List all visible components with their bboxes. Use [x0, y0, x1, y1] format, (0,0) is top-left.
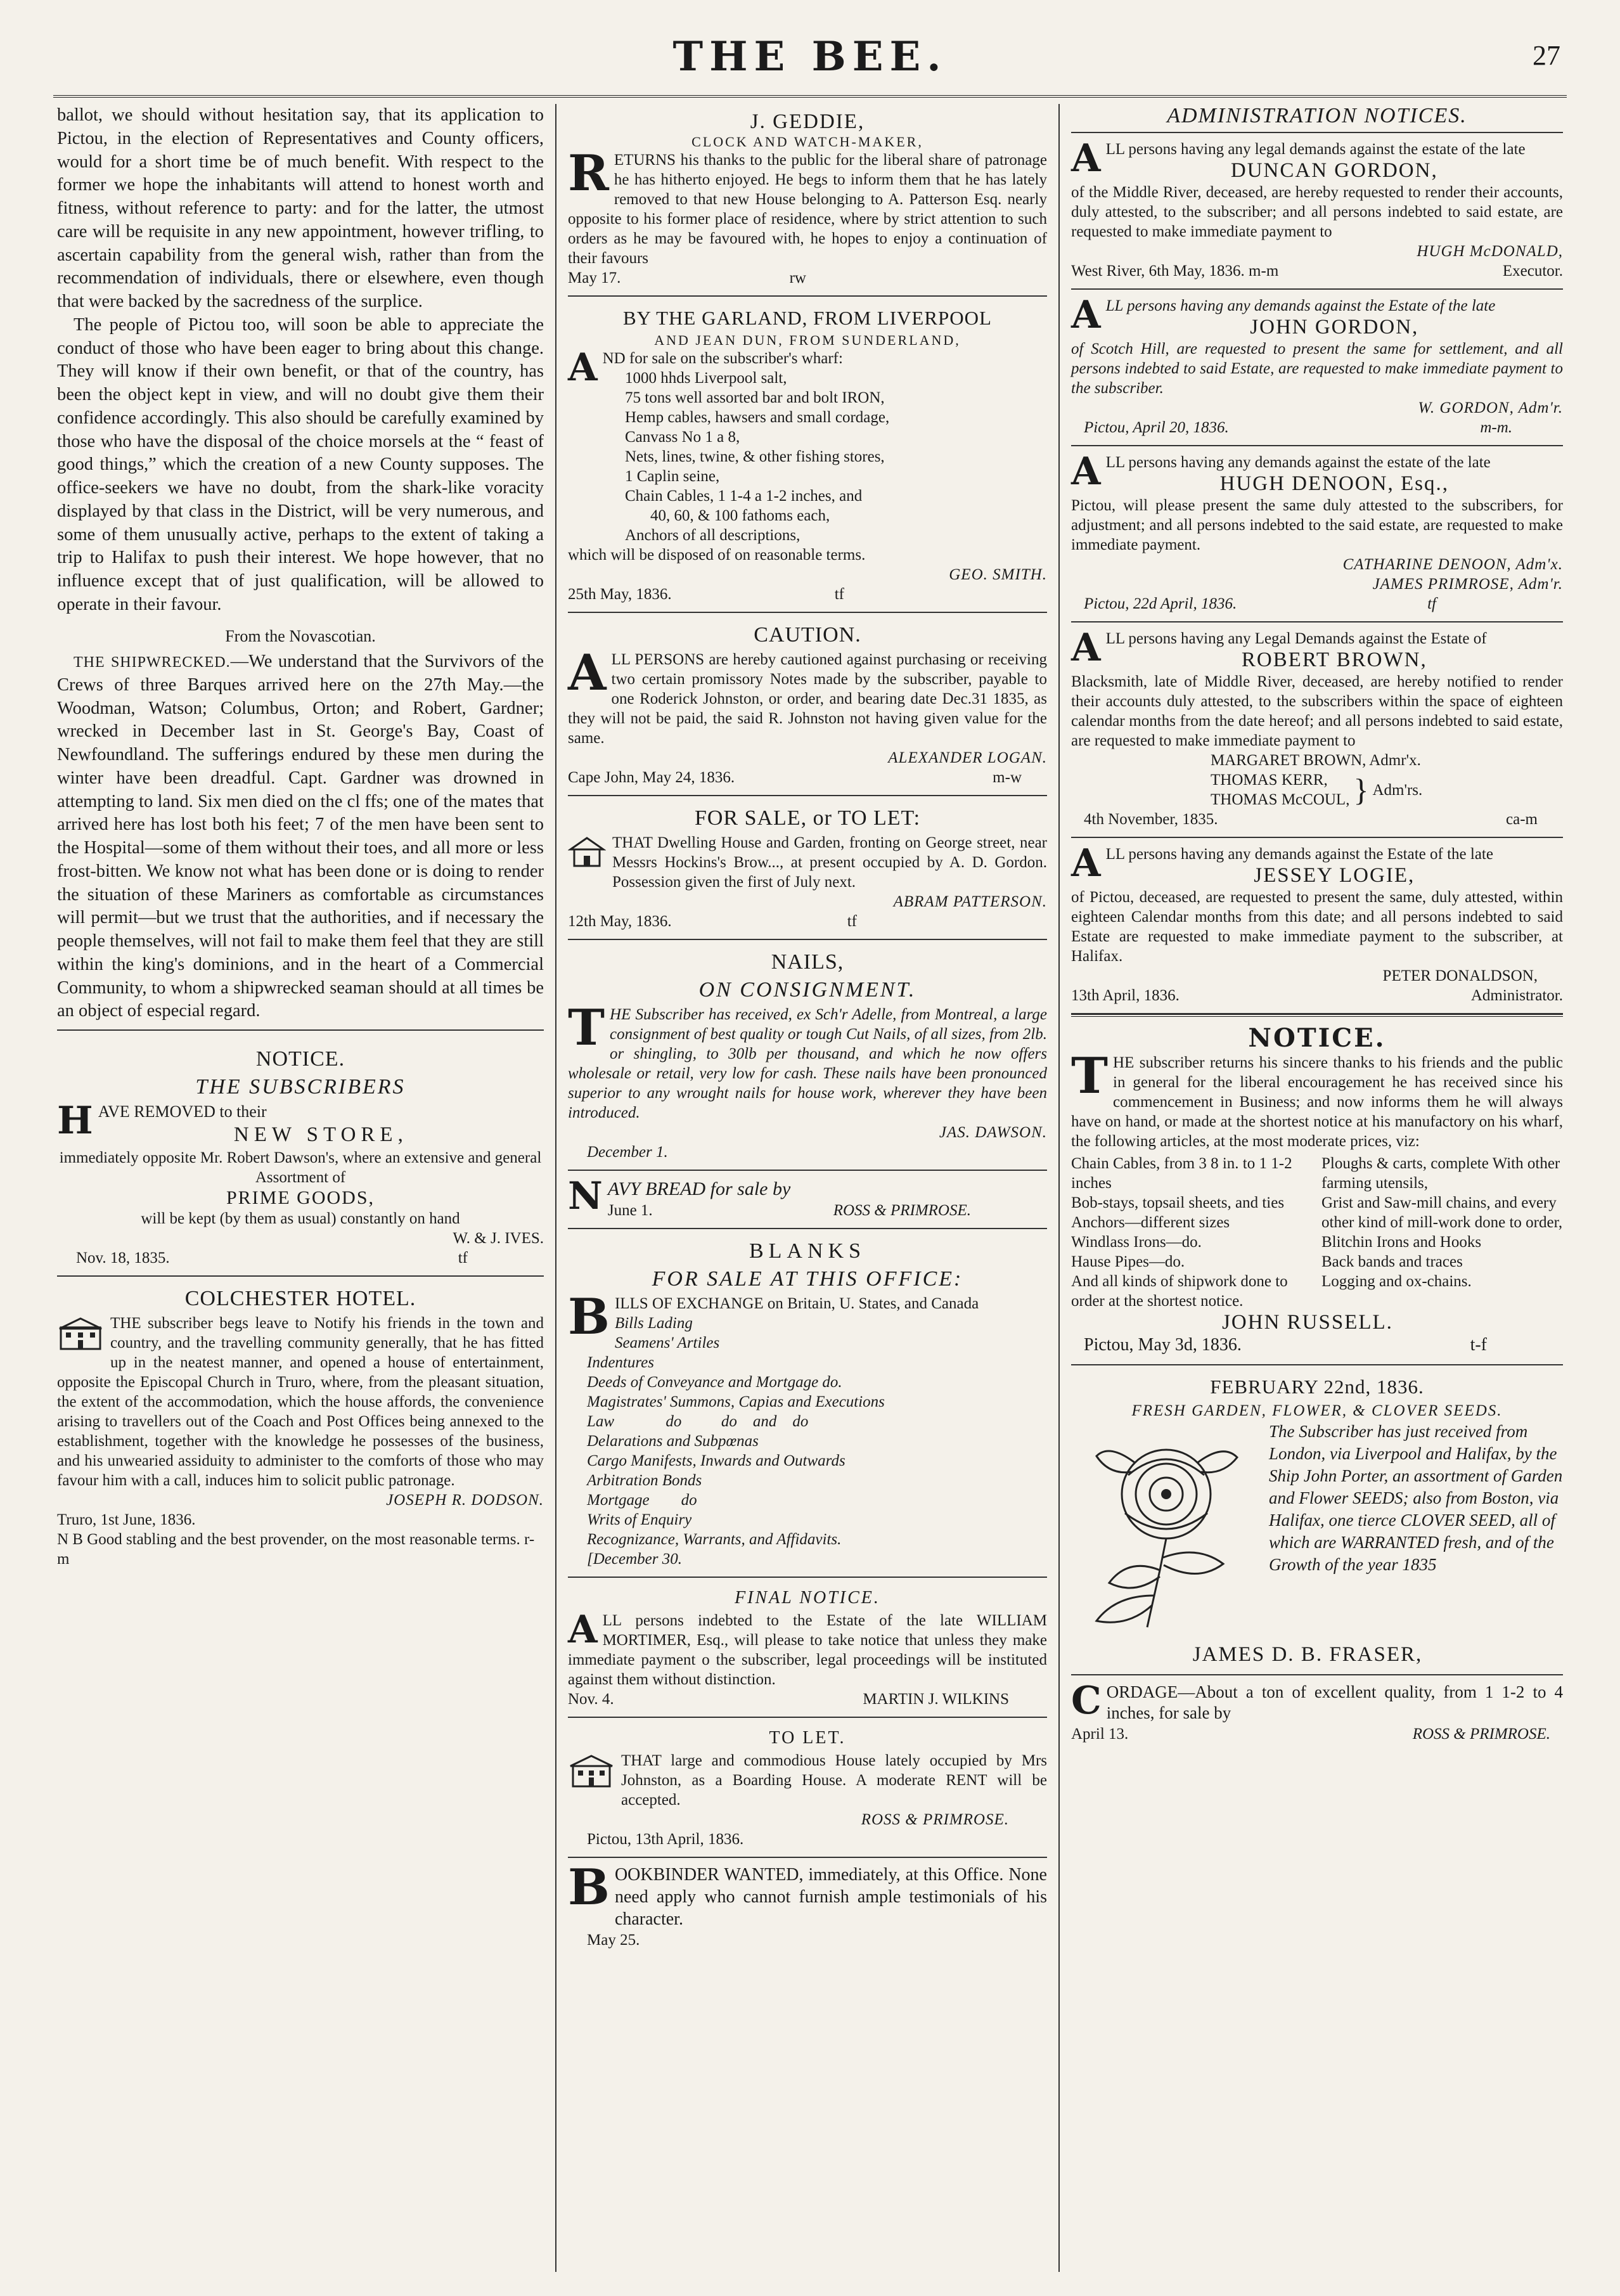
- brown-dropcap: A: [1071, 626, 1101, 670]
- denoon-name: HUGH DENOON, Esq.,: [1219, 472, 1449, 495]
- garland-items: [568, 368, 1047, 545]
- garland-item: Nets, lines, twine, & other fishing stores,: [625, 448, 885, 465]
- cordage-ad: [1071, 1675, 1563, 1751]
- nails-ad: [568, 940, 1047, 1171]
- hotel-heading: COLCHESTER HOTEL.: [184, 1287, 416, 1311]
- shipwrecked-lead: THE SHIPWRECKED.: [74, 654, 231, 671]
- russell-body: [1071, 1047, 1563, 1151]
- logie-text: of Pictou, deceased, are requested to present the same, duly attested, within eighteen Calendar months from this date; and all persons indebted to said Estate are requested to make immediate payment to the subscriber, at Halifax.: [1071, 889, 1563, 965]
- brown-dateline: [1071, 809, 1563, 829]
- bookbinder-text: OOKBINDER WANTED, immediately, at this Office. None need apply who cannot furnish ample testimonials of his character.: [614, 1865, 1047, 1929]
- blanks-item: Cargo Manifests, Inwards and Outwards: [587, 1452, 845, 1470]
- ives-signer: W. & J. IVES.: [453, 1230, 544, 1248]
- tolet-body: [568, 1751, 1047, 1810]
- geddie-trade: CLOCK AND WATCH-MAKER,: [691, 134, 923, 150]
- denoon-text: Pictou, will please present the same duly attested to the subscribers, for adjustment; and all persons indebted to the said estate, are requested to make immediate payment.: [1071, 497, 1563, 553]
- caution-dropcap: A: [568, 644, 607, 702]
- fraser-heading: FEBRUARY 22nd, 1836.: [1210, 1375, 1424, 1398]
- russell-articles-left: [1071, 1154, 1313, 1311]
- hotel-building-icon: [57, 1316, 104, 1357]
- navy-dropcap: N: [568, 1174, 603, 1218]
- editorial-paragraph-2: The people of Pictou too, will soon be able to appreciate the conduct of those who have been eager to bring about this change. They will know if their own benefit, or that of the country, has been the object kept in view, and will no doubt give them their confidence accordingly. This also should be carefully examined by those who have the disposal of the choice morsels at the “ feast of good things,” which the creation of a new County supposes. The office-seekers we have no doubt, from the shark-like voracity displayed by that class in the District, will be very numerous, and some of them unusually active, perhaps to the extent of taking a trip to Halifax to push their interest. We hope however, that no influence except that of just qualification, will be allowed to operate in their favour.: [57, 314, 544, 614]
- blanks-item: Arbitration Bonds: [587, 1472, 702, 1490]
- blanks-item: Law do do and do: [587, 1413, 809, 1431]
- ives-text: immediately opposite Mr. Robert Dawson's, where an extensive and general Assortment of: [59, 1149, 542, 1187]
- final-dropcap: A: [568, 1608, 598, 1653]
- denoon-dropcap: A: [1071, 449, 1101, 494]
- nails-sub: ON CONSIGNMENT.: [698, 978, 916, 1002]
- russell-article: Hause Pipes—do.: [1071, 1253, 1185, 1270]
- admin-notices-heading: ADMINISTRATION NOTICES.: [1071, 104, 1563, 133]
- final-dateline: [568, 1689, 1047, 1709]
- forsale-date: 12th May, 1836.: [568, 913, 672, 930]
- hotel-date: Truro, 1st June, 1836.: [57, 1511, 196, 1529]
- final-heading: FINAL NOTICE.: [735, 1588, 880, 1608]
- forsale-ad: [568, 796, 1047, 940]
- blanks-heading: BLANKS: [749, 1239, 866, 1263]
- fraser-sub: FRESH GARDEN, FLOWER, & CLOVER SEEDS.: [1131, 1402, 1503, 1419]
- brown-name: ROBERT BROWN,: [1241, 648, 1427, 671]
- editorial-paragraph-1: ballot, we should without hesitation say, that its application to Pictou, in the election of Representatives and County officers, would for a short time be of much benefit. With respect to the former we hope the inhabitants will attend to honest worth and fitness, without reference to party: and for the latter, the utmost care will be requisite in any new appointment, however trifling, to ascertain capability from the general wish, rather than from the recommendation of individuals, there or elsewhere, even though that were backed by the sacredness of the surplice.: [57, 105, 544, 311]
- geddie-ad: [568, 104, 1047, 297]
- garland-item: 40, 60, & 100 fathoms each,: [650, 507, 830, 524]
- brown-notice: [1071, 622, 1563, 838]
- russell-article: And all kinds of shipwork done to order at the shortest notice.: [1071, 1273, 1288, 1310]
- logie-role: Administrator.: [1470, 987, 1563, 1004]
- ives-kept: will be kept (by them as usual) constantly on hand: [141, 1210, 460, 1228]
- final-signer: MARTIN J. WILKINS: [863, 1691, 1009, 1708]
- ives-subscribers: THE SUBSCRIBERS: [195, 1075, 406, 1099]
- dgordon-name: DUNCAN GORDON,: [1230, 159, 1438, 182]
- page-number: 27: [1533, 40, 1560, 71]
- caution-text: LL PERSONS are hereby cautioned against purchasing or receiving two certain promissory Notes made by the subscriber, payable to one Roderick Johnston, or order, and bearing date Dec.31 1835, as they will not be paid, the said R. Johnston not having given value for the same.: [568, 651, 1047, 747]
- garland-item: 75 tons well assorted bar and bolt IRON,: [625, 389, 885, 406]
- denoon-code: tf: [1427, 595, 1436, 612]
- garland-dateline: [568, 584, 1047, 604]
- geddie-name: J. GEDDIE,: [750, 110, 865, 133]
- nails-heading: NAILS,: [771, 950, 844, 974]
- garland-code: tf: [834, 586, 844, 603]
- russell-articles: [1071, 1154, 1563, 1311]
- blanks-date: [December 30.: [587, 1551, 682, 1568]
- russell-signer: JOHN RUSSELL.: [1222, 1311, 1393, 1334]
- hotel-body: [57, 1313, 544, 1490]
- blanks-dropcap: B: [568, 1288, 610, 1346]
- geddie-text: ETURNS his thanks to the public for the liberal share of patronage he has hitherto enjoyed. He begs to inform them that he has lately removed to that new House belonging to A. Patterson Esq. nearly opposite to his former place of residence, where by strict attention to such orders as he may be favoured with, he hopes to enjoy a continuation of their favours: [568, 152, 1047, 267]
- blanks-item: Magistrates' Summons, Capias and Executions: [587, 1393, 885, 1411]
- garland-item: Hemp cables, hawsers and small cordage,: [625, 409, 890, 426]
- shipwrecked-text: —We understand that the Survivors of the Crews of three Barques arrived here on the 27th May.—the Woodman, Watson; Columbus, Orton; and Robert, Gardner; wrecked in December last in St. George's Bay, Coast of Newfoundland. The sufferings endured by these men during the winter have been dreadful. Capt. Gardner was drowned in attempting to land. Six men died on the cl ffs; one of the mates that arrived here has lost both his feet; 7 of the men have been sent to the Hospital—some of them without their toes, and all more or less frost-bitten. We know not what has been done or is doing to render the situation of these Mariners as comfortable as circumstances will permit—but we trust that the authorities, and if necessary the people themselves, will not fail to make them feel that they are still within the king's dominions, and in the heart of a Commercial Community, to whom a shipwrecked seaman should at all times be an object of especial regard.: [57, 652, 544, 1021]
- hotel-code: r-m: [57, 1531, 535, 1568]
- bookbinder-body: [568, 1859, 1047, 1930]
- blanks-item: Indentures: [587, 1354, 654, 1372]
- jgordon-code: m-m.: [1480, 419, 1512, 436]
- ives-dateline: [57, 1248, 544, 1268]
- denoon-signer-1: CATHARINE DENOON, Adm'x.: [1342, 556, 1563, 573]
- russell-text: HE subscriber returns his sincere thanks to his friends and the public in general for the liberal encouragement he has received since his commencement in Business; and now informs them he will always have on hand, or made at the shortest notice at his manufactory on his wharf, the following articles, at the most moderate prices, viz:: [1071, 1054, 1563, 1150]
- forsale-heading: FOR SALE, or TO LET:: [694, 806, 921, 830]
- blanks-item: Delarations and Subpœnas: [587, 1433, 759, 1450]
- garland-item: 1000 hhds Liverpool salt,: [625, 370, 787, 387]
- blanks-item: Bills Lading: [614, 1315, 693, 1332]
- brown-text: Blacksmith, late of Middle River, deceased, are hereby notified to render their accounts duly attested, to the subscribers within the space of eighteen calendar months from the date hereof; and all persons indebted to said estate, are requested to make immediate payment to: [1071, 673, 1563, 749]
- jgordon-name: JOHN GORDON,: [1250, 316, 1419, 339]
- caution-code: m-w: [993, 769, 1022, 786]
- denoon-notice: [1071, 446, 1563, 622]
- jgordon-dateline: [1071, 418, 1563, 437]
- russell-article: Ploughs & carts, complete With other farming utensils,: [1321, 1155, 1560, 1192]
- geddie-dateline: [568, 268, 1047, 288]
- dgordon-signer: HUGH McDONALD,: [1417, 243, 1563, 260]
- hotel-signer: JOSEPH R. DODSON.: [386, 1492, 544, 1509]
- brown-signer-3: THOMAS McCOUL,: [1211, 791, 1350, 808]
- hotel-nb-line: [57, 1530, 544, 1569]
- caution-ad: [568, 613, 1047, 796]
- jgordon-signer: W. GORDON, Adm'r.: [1418, 399, 1563, 416]
- garland-ad: [568, 297, 1047, 613]
- garland-item: 1 Caplin seine,: [625, 468, 720, 485]
- ives-new-store: NEW STORE,: [233, 1123, 408, 1147]
- garland-date: 25th May, 1836.: [568, 586, 672, 603]
- dgordon-text: of the Middle River, deceased, are hereby requested to render their accounts, duly attested, to the subscriber; and all persons indebted to said estate, are requested to make immediate payment to: [1071, 184, 1563, 240]
- blanks-items: [568, 1313, 1047, 1569]
- tolet-ad: [568, 1718, 1047, 1858]
- blanks-item: Writs of Enquiry: [587, 1511, 692, 1529]
- boarding-house-icon: [568, 1753, 615, 1794]
- brown-date: 4th November, 1835.: [1084, 811, 1218, 828]
- caution-heading: CAUTION.: [754, 623, 861, 647]
- garland-sub: AND JEAN DUN, FROM SUNDERLAND,: [654, 332, 961, 348]
- fraser-seeds-ad: [1071, 1365, 1563, 1675]
- column-1: [53, 104, 556, 2272]
- ives-notice: [57, 1037, 544, 1277]
- ives-heading: NOTICE.: [255, 1047, 345, 1071]
- jgordon-intro: LL persons having any demands against the Estate of the late: [1105, 297, 1496, 314]
- fraser-text: The Subscriber has just received from London, via Liverpool and Halifax, by the Ship John Porter, an assortment of Garden and Flower SEEDS; also from Boston, via Halifax, one tierce CLOVER SEED, all of which are WARRANTED fresh, and of the Growth of the year 1835: [1269, 1421, 1563, 1575]
- garland-item: Anchors of all descriptions,: [625, 527, 800, 544]
- cordage-date: April 13.: [1071, 1725, 1129, 1743]
- brown-signers-names: [1211, 770, 1349, 809]
- geddie-body: [568, 145, 1047, 268]
- russell-notice: [1071, 1014, 1563, 1365]
- ives-line1: AVE REMOVED to their: [98, 1102, 267, 1121]
- dgordon-role: Executor.: [1502, 262, 1563, 280]
- caution-signer: ALEXANDER LOGAN.: [888, 749, 1047, 766]
- final-date: Nov. 4.: [568, 1691, 614, 1708]
- jgordon-text: of Scotch Hill, are requested to present the same for settlement, and all persons indebted to said Estate, are requested to make immediate payment to the subscriber.: [1071, 340, 1563, 397]
- blanks-item: Deeds of Conveyance and Mortgage do.: [587, 1374, 842, 1391]
- jgordon-date: Pictou, April 20, 1836.: [1084, 419, 1229, 436]
- denoon-date: Pictou, 22d April, 1836.: [1084, 595, 1237, 612]
- jgordon-dropcap: A: [1071, 293, 1101, 337]
- logie-signer: PETER DONALDSON,: [1382, 967, 1538, 984]
- dgordon-dropcap: A: [1071, 136, 1101, 181]
- logie-intro: LL persons having any demands against the Estate of the late: [1105, 846, 1493, 863]
- ives-code: tf: [458, 1249, 468, 1267]
- geddie-date: May 17.: [568, 269, 621, 287]
- duncan-gordon-notice: [1071, 133, 1563, 290]
- tolet-date: Pictou, 13th April, 1836.: [587, 1831, 744, 1848]
- brown-code: ca-m: [1506, 811, 1538, 828]
- russell-articles-right: [1321, 1154, 1563, 1311]
- bookbinder-date: May 25.: [587, 1932, 640, 1949]
- ives-date: Nov. 18, 1835.: [76, 1249, 170, 1267]
- hotel-nb: N B Good stabling and the best provender, on the most reasonable terms.: [57, 1531, 520, 1549]
- brown-signer-2: THOMAS KERR,: [1211, 771, 1328, 789]
- cordage-dropcap: C: [1071, 1678, 1102, 1723]
- nails-date: December 1.: [587, 1144, 668, 1161]
- hotel-text: THE subscriber begs leave to Notify his friends in the town and country, and the travelling community generally, that he has fitted up in the neatest manner, and opened a house of entertainment, opposite the Episcopal Church in Truro, where, from the pleasant situation, the extent of the accommodation, which the house affords, the convenience arising to travellers out of the Coach and Post Offices being annexed to the establishment, together with the knowledge he possesses of the business, and his unwearied assiduity to administer to the comforts of those who may favour him with a call, induces him to solicit public patronage.: [57, 1315, 544, 1490]
- navy-text: AVY BREAD for sale by: [607, 1178, 791, 1199]
- masthead-title: THE BEE.: [672, 33, 948, 81]
- john-gordon-notice: [1071, 290, 1563, 446]
- from-line: From the Novascotian.: [225, 626, 376, 645]
- forsale-body: [568, 833, 1047, 892]
- denoon-signer-2: JAMES PRIMROSE, Adm'r.: [1372, 576, 1563, 593]
- logie-notice: [1071, 838, 1563, 1014]
- final-text: LL persons indebted to the Estate of the late WILLIAM MORTIMER, Esq., will please to take notice that unless they make immediate payment o the subscriber, legal proceedings will be instituted against them without distinction.: [568, 1612, 1047, 1689]
- final-notice-ad: [568, 1578, 1047, 1718]
- ives-dropcap: H: [57, 1099, 93, 1144]
- brown-signers-group: [1071, 770, 1563, 809]
- brown-signer-1: MARGARET BROWN, Admr'x.: [1211, 752, 1421, 769]
- divider: [57, 1029, 544, 1031]
- cordage-dateline: [1071, 1724, 1563, 1744]
- garland-line1: ND for sale on the subscriber's wharf:: [602, 350, 843, 367]
- russell-article: Logging and ox-chains.: [1321, 1273, 1472, 1290]
- masthead: [53, 25, 1567, 98]
- ives-body: [57, 1099, 544, 1148]
- navy-bread-ad: [568, 1171, 1047, 1229]
- russell-article: Chain Cables, from 3 8 in. to 1 1-2 inches: [1071, 1155, 1292, 1192]
- hotel-ad: [57, 1277, 544, 1577]
- tolet-text: THAT large and commodious House lately occupied by Mrs Johnston, as a Boarding House. A moderate RENT will be accepted.: [621, 1752, 1047, 1809]
- blanks-ad: [568, 1229, 1047, 1578]
- forsale-text: THAT Dwelling House and Garden, fronting on George street, near Messrs Hockins's Brow..., at present occupied by A. D. Gordon. Possession given the first of July next.: [612, 834, 1047, 891]
- russell-heading: NOTICE.: [1248, 1023, 1386, 1053]
- garland-dropcap: A: [568, 345, 598, 390]
- column-2: [556, 104, 1060, 2272]
- cordage-body: [1071, 1678, 1563, 1724]
- russell-date: Pictou, May 3d, 1836.: [1084, 1335, 1242, 1355]
- denoon-intro: LL persons having any demands against the estate of the late: [1105, 454, 1491, 471]
- fraser-signer: JAMES D. B. FRASER,: [1192, 1642, 1423, 1666]
- garland-heading: BY THE GARLAND, FROM LIVERPOOL: [623, 307, 992, 329]
- column-3: [1060, 104, 1567, 2272]
- geddie-code: rw: [789, 269, 806, 287]
- fraser-body: [1071, 1421, 1563, 1577]
- columns: [53, 104, 1567, 2272]
- russell-article: Back bands and traces: [1321, 1253, 1463, 1270]
- rose-flower-icon: [1071, 1424, 1261, 1639]
- shipwrecked-article: [57, 650, 544, 1023]
- blanks-sub: FOR SALE AT THIS OFFICE:: [652, 1267, 963, 1291]
- tolet-signer: ROSS & PRIMROSE.: [861, 1811, 1009, 1829]
- russell-code: t-f: [1470, 1335, 1487, 1355]
- russell-article: Bob-stays, topsail sheets, and ties: [1071, 1194, 1285, 1211]
- brown-intro: LL persons having any Legal Demands against the Estate of: [1105, 630, 1487, 647]
- house-icon: [568, 835, 606, 874]
- logie-dropcap: A: [1071, 841, 1101, 886]
- denoon-dateline: [1071, 594, 1563, 614]
- cordage-text: ORDAGE—About a ton of excellent quality, from 1 1-2 to 4 inches, for sale by: [1106, 1682, 1563, 1723]
- caution-body: [568, 644, 1047, 748]
- ives-prime-goods: PRIME GOODS,: [226, 1187, 375, 1209]
- bookbinder-dropcap: B: [568, 1859, 610, 1917]
- navy-date: June 1.: [607, 1202, 653, 1220]
- caution-date: Cape John, May 24, 1836.: [568, 769, 735, 786]
- russell-article: Grist and Saw-mill chains, and every other kind of mill-work done to order,: [1321, 1194, 1563, 1231]
- nails-text: HE Subscriber has received, ex Sch'r Adelle, from Montreal, a large consignment of best quality or tough Cut Nails, of all sizes, from 2lb. or shingling, to 30lb per thousand, and which he now offers wholesale or retail, very low for cash. These nails have been pronounced superior to any wrought nails for house work, wherever they have been introduced.: [568, 1006, 1047, 1121]
- cordage-signer: ROSS & PRIMROSE.: [1412, 1725, 1550, 1743]
- dgordon-dateline: [1071, 261, 1563, 281]
- garland-item: Canvass No 1 a 8,: [625, 429, 740, 446]
- blanks-item: Recognizance, Warrants, and Affidavits.: [587, 1531, 842, 1549]
- russell-dateline: [1071, 1334, 1563, 1357]
- nails-signer: JAS. DAWSON.: [939, 1124, 1047, 1141]
- tolet-heading: TO LET.: [769, 1728, 846, 1748]
- garland-signer: GEO. SMITH.: [949, 566, 1047, 583]
- nails-dropcap: T: [568, 999, 605, 1057]
- russell-article: Anchors—different sizes: [1071, 1214, 1230, 1231]
- brace-icon: }: [1353, 772, 1369, 808]
- logie-date: 13th April, 1836.: [1071, 987, 1180, 1004]
- dgordon-date: West River, 6th May, 1836. m-m: [1071, 262, 1279, 280]
- bookbinder-ad: [568, 1858, 1047, 1957]
- dgordon-intro: LL persons having any legal demands against the estate of the late: [1105, 141, 1526, 158]
- garland-closing: which will be disposed of on reasonable terms.: [568, 546, 866, 564]
- blanks-item: Seamens' Artiles: [614, 1334, 720, 1352]
- blanks-line1: ILLS OF EXCHANGE on Britain, U. States, and Canada: [614, 1295, 979, 1313]
- forsale-signer: ABRAM PATTERSON.: [893, 893, 1047, 910]
- logie-dateline: [1071, 986, 1563, 1005]
- russell-article: Blitchin Irons and Hooks: [1321, 1234, 1482, 1251]
- final-body: [568, 1608, 1047, 1689]
- navy-signer: ROSS & PRIMROSE.: [833, 1202, 971, 1220]
- nails-body: [568, 999, 1047, 1123]
- brown-signers-role: Adm'rs.: [1372, 781, 1423, 799]
- logie-name: JESSEY LOGIE,: [1254, 864, 1415, 887]
- russell-article: Windlass Irons—do.: [1071, 1234, 1202, 1251]
- navy-dateline: [608, 1201, 1047, 1220]
- russell-dropcap: T: [1071, 1047, 1109, 1105]
- forsale-dateline: [568, 912, 1047, 931]
- blanks-item: Mortgage do: [587, 1492, 697, 1509]
- forsale-code: tf: [847, 913, 857, 930]
- geddie-dropcap: R: [568, 145, 609, 202]
- caution-dateline: [568, 768, 1047, 787]
- garland-item: Chain Cables, 1 1-4 a 1-2 inches, and: [625, 487, 863, 505]
